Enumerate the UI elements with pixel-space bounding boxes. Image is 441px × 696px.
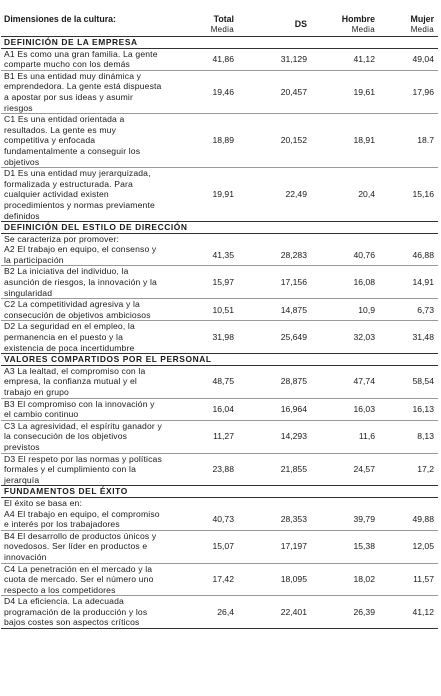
section-header-row — [1, 222, 438, 234]
section-header-row — [1, 37, 438, 49]
cell-mujer-media: 46,88 — [379, 244, 438, 266]
cell-total-media: 41,86 — [165, 48, 238, 70]
table-header — [1, 8, 438, 37]
cell-hombre-media: 47,74 — [311, 365, 379, 398]
cell-hombre-media: 32,03 — [311, 321, 379, 354]
cell-hombre-media: 16,08 — [311, 266, 379, 299]
row-label: B3 El compromiso con la innovación y el cambio continuo — [1, 398, 165, 420]
cell-ds: 28,353 — [238, 509, 311, 531]
cell-total-media: 15,07 — [165, 530, 238, 563]
header-col-hombre — [311, 8, 379, 37]
cell-mujer-media: 18.7 — [379, 114, 438, 168]
cell-mujer-media: 8,13 — [379, 420, 438, 453]
header-col-name: Hombre — [341, 14, 375, 24]
cell-ds: 22,401 — [238, 596, 311, 629]
cell-total-media: 41,35 — [165, 244, 238, 266]
table-row — [1, 266, 438, 299]
cell-hombre-media: 41,12 — [311, 48, 379, 70]
table-row — [1, 299, 438, 321]
cell-ds: 17,156 — [238, 266, 311, 299]
cell-ds: 17,197 — [238, 530, 311, 563]
cell-mujer-media: 15,16 — [379, 168, 438, 222]
cell-ds: 16,964 — [238, 398, 311, 420]
table-row — [1, 114, 438, 168]
cell-mujer-media: 12,05 — [379, 530, 438, 563]
cell-total-media: 40,73 — [165, 509, 238, 531]
cell-hombre-media: 15,38 — [311, 530, 379, 563]
header-col-mujer — [379, 8, 438, 37]
header-dimension-label: Dimensiones de la cultura: — [1, 8, 165, 37]
table-row — [1, 48, 438, 70]
cell-hombre-media: 18,02 — [311, 563, 379, 596]
cell-mujer-media: 11,57 — [379, 563, 438, 596]
cell-ds: 20,457 — [238, 70, 311, 113]
culture-dimensions-table — [1, 8, 438, 629]
header-col-name: Total — [213, 14, 234, 24]
cell-ds: 25,649 — [238, 321, 311, 354]
cell-mujer-media: 58,54 — [379, 365, 438, 398]
cell-hombre-media: 16,03 — [311, 398, 379, 420]
cell-total-media: 19,46 — [165, 70, 238, 113]
cell-mujer-media: 6,73 — [379, 299, 438, 321]
cell-ds: 14,293 — [238, 420, 311, 453]
cell-ds: 18,095 — [238, 563, 311, 596]
table-row — [1, 563, 438, 596]
cell-total-media: 31,98 — [165, 321, 238, 354]
row-label: D2 La seguridad en el empleo, la permanencia en el puesto y la existencia de poca incertidumbre — [1, 321, 165, 354]
cell-ds: 28,875 — [238, 365, 311, 398]
table-row — [1, 321, 438, 354]
section-header-row — [1, 354, 438, 366]
row-label: C1 Es una entidad orientada a resultados. La gente es muy competitiva y enfocada fundamentalmente a conseguir los objetivos — [1, 114, 165, 168]
cell-ds: 31,129 — [238, 48, 311, 70]
table-row — [1, 420, 438, 453]
header-col-ds — [238, 8, 311, 37]
table-row — [1, 398, 438, 420]
row-label: D1 Es una entidad muy jerarquizada, formalizada y estructurada. Para cualquier actividad existen procedimientos y normas previamente definidos — [1, 168, 165, 222]
row-label: A1 Es como una gran familia. La gente comparte mucho con los demás — [1, 48, 165, 70]
cell-ds: 22,49 — [238, 168, 311, 222]
cell-hombre-media: 10,9 — [311, 299, 379, 321]
row-label: B2 La iniciativa del individuo, la asunción de riesgos, la innovación y la singularidad — [1, 266, 165, 299]
row-label: D4 La eficiencia. La adecuada programación de la producción y los bajos costes son aspectos críticos — [1, 596, 165, 629]
cell-mujer-media: 31,48 — [379, 321, 438, 354]
section-title: VALORES COMPARTIDOS POR EL PERSONAL — [1, 354, 438, 366]
row-label: C2 La competitividad agresiva y la consecución de objetivos ambiciosos — [1, 299, 165, 321]
cell-hombre-media: 19,61 — [311, 70, 379, 113]
header-col-sub: Media — [351, 24, 375, 34]
cell-hombre-media: 11,6 — [311, 420, 379, 453]
header-col-name: Mujer — [410, 14, 434, 24]
cell-total-media: 48,75 — [165, 365, 238, 398]
table-row — [1, 365, 438, 398]
row-label: A3 La lealtad, el compromiso con la empresa, la confianza mutual y el trabajo en grupo — [1, 365, 165, 398]
section-title: DEFINICIÓN DEL ESTILO DE DIRECCIÓN — [1, 222, 438, 234]
cell-mujer-media: 17,96 — [379, 70, 438, 113]
cell-total-media: 10,51 — [165, 299, 238, 321]
header-col-sub: Media — [410, 24, 434, 34]
cell-total-media: 26,4 — [165, 596, 238, 629]
cell-total-media: 23,88 — [165, 453, 238, 486]
cell-hombre-media: 24,57 — [311, 453, 379, 486]
cell-mujer-media: 49,88 — [379, 509, 438, 531]
row-label: C4 La penetración en el mercado y la cuota de mercado. Ser el número uno respecto a los competidores — [1, 563, 165, 596]
table-body — [1, 37, 438, 629]
row-label: A4 El trabajo en equipo, el compromiso e interés por los trabajadores — [1, 509, 165, 531]
table-row — [1, 509, 438, 531]
section-intro-text: El éxito se basa en: — [4, 497, 83, 508]
table-row — [1, 453, 438, 486]
cell-hombre-media: 26,39 — [311, 596, 379, 629]
table-row — [1, 168, 438, 222]
header-col-sub: Media — [210, 24, 234, 34]
section-title: DEFINICIÓN DE LA EMPRESA — [1, 37, 438, 49]
cell-mujer-media: 41,12 — [379, 596, 438, 629]
row-label: C3 La agresividad, el espíritu ganador y la consecución de los objetivos previstos — [1, 420, 165, 453]
cell-ds: 28,283 — [238, 244, 311, 266]
section-intro-text: Se caracteriza por promover: — [4, 233, 120, 244]
header-col-total — [165, 8, 238, 37]
section-header-row — [1, 486, 438, 498]
cell-total-media: 11,27 — [165, 420, 238, 453]
cell-total-media: 17,42 — [165, 563, 238, 596]
cell-total-media: 16,04 — [165, 398, 238, 420]
cell-ds: 14,875 — [238, 299, 311, 321]
header-col-name: DS — [294, 19, 307, 30]
table-row — [1, 244, 438, 266]
section-intro-row — [1, 233, 438, 244]
cell-ds: 21,855 — [238, 453, 311, 486]
cell-mujer-media: 49,04 — [379, 48, 438, 70]
row-label: D3 El respeto por las normas y políticas formales y el cumplimiento con la jerarquía — [1, 453, 165, 486]
cell-mujer-media: 16,13 — [379, 398, 438, 420]
section-intro-row — [1, 497, 438, 508]
cell-hombre-media: 40,76 — [311, 244, 379, 266]
cell-ds: 20,152 — [238, 114, 311, 168]
row-label: B4 El desarrollo de productos únicos y novedosos. Ser líder en productos e innovación — [1, 530, 165, 563]
table-row — [1, 530, 438, 563]
cell-total-media: 18,89 — [165, 114, 238, 168]
cell-hombre-media: 18,91 — [311, 114, 379, 168]
section-title: FUNDAMENTOS DEL ÉXITO — [1, 486, 438, 498]
table-row — [1, 596, 438, 629]
cell-hombre-media: 39,79 — [311, 509, 379, 531]
cell-mujer-media: 17,2 — [379, 453, 438, 486]
cell-mujer-media: 14,91 — [379, 266, 438, 299]
row-label: A2 El trabajo en equipo, el consenso y la participación — [1, 244, 165, 266]
header-row — [1, 8, 438, 37]
cell-total-media: 15,97 — [165, 266, 238, 299]
table-row — [1, 70, 438, 113]
cell-total-media: 19,91 — [165, 168, 238, 222]
cell-hombre-media: 20,4 — [311, 168, 379, 222]
row-label: B1 Es una entidad muy dinámica y emprendedora. La gente está dispuesta a apostar por sus ideas y asumir riesgos — [1, 70, 165, 113]
